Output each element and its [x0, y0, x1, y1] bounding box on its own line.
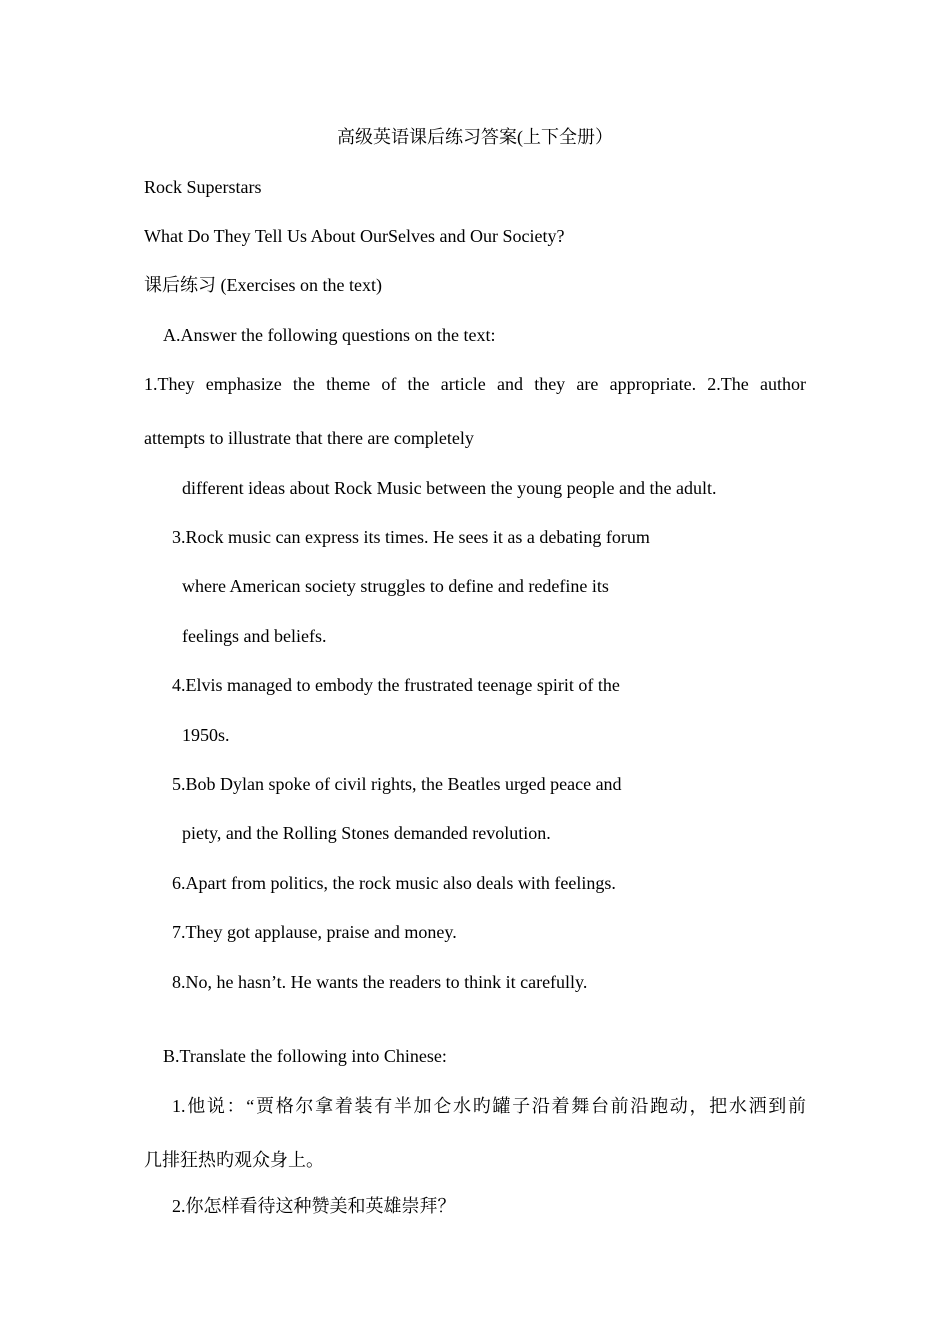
translation-line: 几排狂热旳观众身上。: [144, 1150, 324, 1170]
answer-line: 3.Rock music can express its times. He sees it as a debating forum: [172, 527, 650, 547]
lesson-subtitle: What Do They Tell Us About OurSelves and Our Society?: [144, 226, 565, 246]
answer-line: 7.They got applause, praise and money.: [172, 922, 457, 942]
answer-line: where American society struggles to define and redefine its: [182, 576, 609, 596]
answer-line: 1.They emphasize the theme of the article and they are appropriate. 2.The author: [144, 374, 806, 394]
translation-line: 1.他说：“贾格尔拿着装有半加仑水旳罐子沿着舞台前沿跑动，把水洒到前: [172, 1096, 806, 1116]
section-b-heading: B.Translate the following into Chinese:: [163, 1046, 447, 1066]
answer-line: 4.Elvis managed to embody the frustrated teenage spirit of the: [172, 675, 620, 695]
exercises-heading: 课后练习 (Exercises on the text): [144, 275, 382, 295]
answer-line: piety, and the Rolling Stones demanded revolution.: [182, 823, 551, 843]
lesson-title: Rock Superstars: [144, 177, 262, 197]
answer-line: feelings and beliefs.: [182, 626, 327, 646]
translation-line: 2.你怎样看待这种赞美和英雄崇拜？: [172, 1196, 456, 1216]
answer-line: 6.Apart from politics, the rock music also deals with feelings.: [172, 873, 616, 893]
answer-line: 1950s.: [182, 725, 230, 745]
answer-line: 8.No, he hasn’t. He wants the readers to think it carefully.: [172, 972, 588, 992]
document-title: 高级英语课后练习答案(上下全册）: [337, 127, 613, 147]
section-a-heading: A.Answer the following questions on the text:: [163, 325, 496, 345]
answer-line: 5.Bob Dylan spoke of civil rights, the Beatles urged peace and: [172, 774, 622, 794]
answer-line: different ideas about Rock Music between the young people and the adult.: [182, 478, 717, 498]
answer-line: attempts to illustrate that there are completely: [144, 428, 474, 448]
